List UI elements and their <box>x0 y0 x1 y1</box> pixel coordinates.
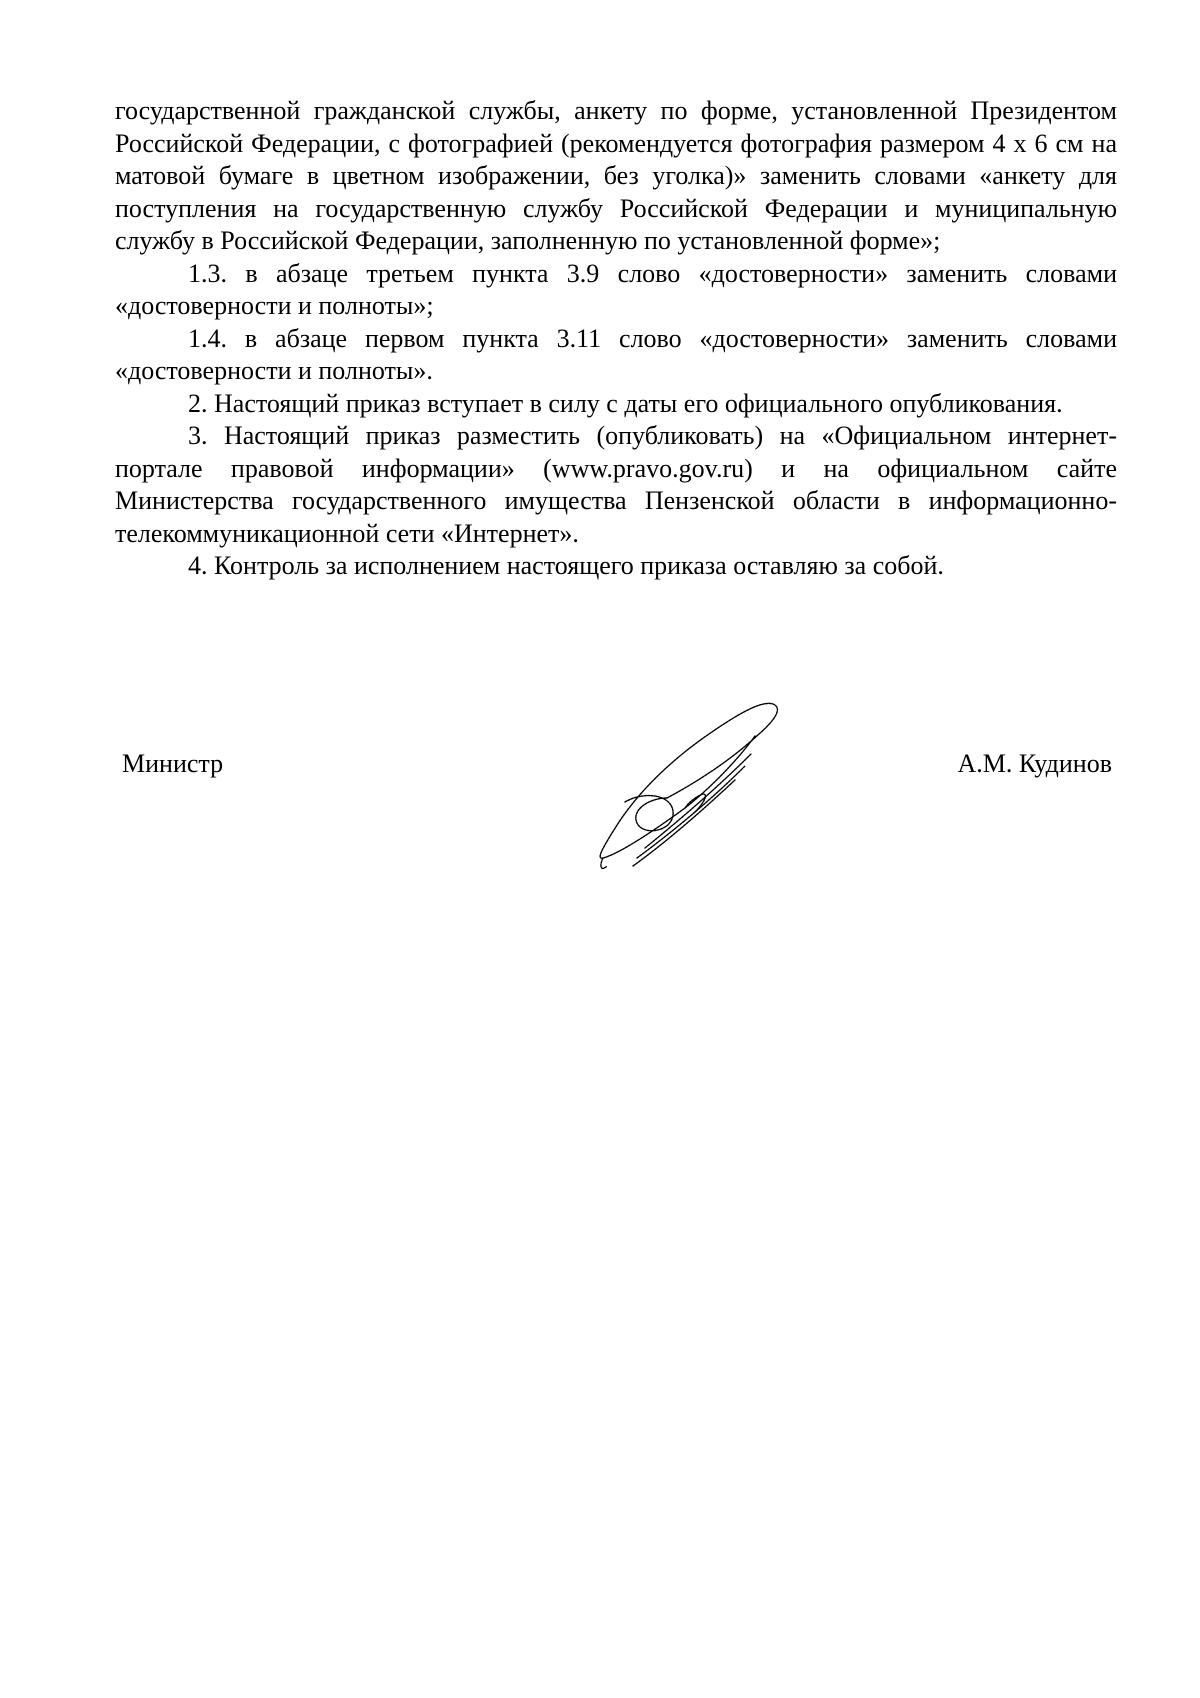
paragraph-item-4: 4. Контроль за исполнением настоящего приказа оставляю за собой. <box>188 551 944 580</box>
handwritten-signature <box>585 690 825 880</box>
paragraph-form-replacement: государственной гражданской службы, анкету по форме, установленной Президентом Российской Федерации, с фотографией (рекомендуется фотография размером 4 х 6 см на матовой бумаге в цветном изображении, без уголка)» заменить словами «анкету для поступления на государственную службу Российской Федерации и муниципальную службу в Российской Федерации, заполненную по установленной форме»; <box>115 96 1117 255</box>
paragraph-item-1-4: 1.4. в абзаце первом пункта 3.11 слово «достоверности» заменить словами «достоверности и полноты». <box>115 323 1117 385</box>
paragraph-item-3: 3. Настоящий приказ разместить (опубликовать) на «Официальном интернет-портале правовой информации» (www.pravo.gov.ru) и на официальном сайте Министерства государственного имущества Пензенской области в информационно-телекоммуникационной сети «Интернет». <box>115 421 1117 548</box>
signer-position: Министр <box>122 749 224 778</box>
paragraph-item-1-3: 1.3. в абзаце третьем пункта 3.9 слово «достоверности» заменить словами «достоверности и полноты»; <box>115 258 1117 320</box>
paragraph-item-2: 2. Настоящий приказ вступает в силу с даты его официального опубликования. <box>188 388 1063 418</box>
signer-name: А.М. Кудинов <box>957 749 1112 778</box>
